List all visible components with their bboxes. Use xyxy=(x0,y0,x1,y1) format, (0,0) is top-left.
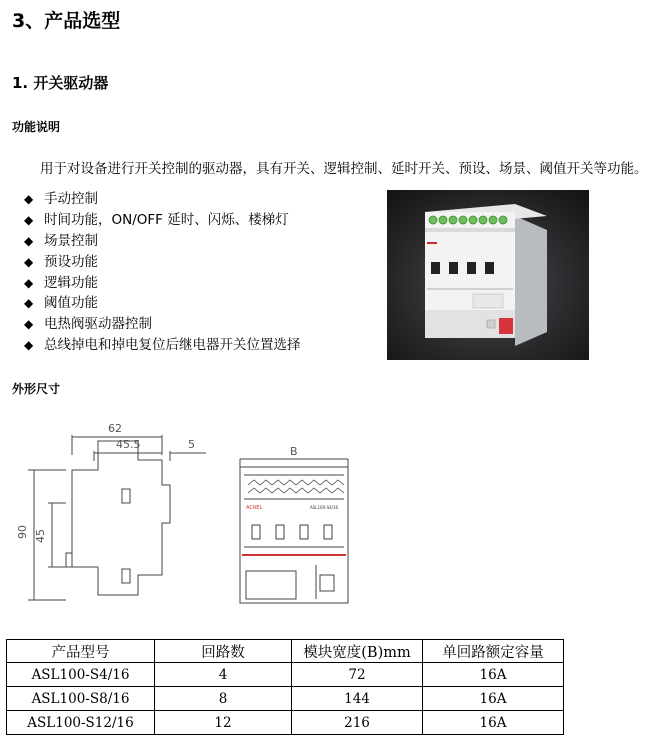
feature-text: 场景控制 xyxy=(44,232,98,249)
cell-capacity: 16A xyxy=(423,711,564,735)
list-item xyxy=(24,335,301,356)
cell-model: ASL100-S12/16 xyxy=(7,711,155,735)
cell-width: 72 xyxy=(292,663,423,687)
dimension-heading: 外形尺寸 xyxy=(12,382,61,396)
cell-width: 144 xyxy=(292,687,423,711)
diamond-bullet-icon: ◆ xyxy=(24,254,34,269)
table-header-row xyxy=(7,640,564,663)
feature-text: 阈值功能 xyxy=(44,295,98,312)
subsection-title: 1. 开关驱动器 xyxy=(12,74,109,92)
table-row xyxy=(7,711,564,735)
cell-width: 216 xyxy=(292,711,423,735)
table-row xyxy=(7,663,564,687)
diamond-bullet-icon: ◆ xyxy=(24,275,34,290)
col-header-capacity: 单回路额定容量 xyxy=(423,640,564,663)
list-item xyxy=(24,231,301,252)
list-item xyxy=(24,210,301,231)
feature-text: 总线掉电和掉电复位后继电器开关位置选择 xyxy=(44,337,301,354)
cell-model: ASL100-S4/16 xyxy=(7,663,155,687)
cell-model: ASL100-S8/16 xyxy=(7,687,155,711)
feature-list xyxy=(24,189,301,356)
intro-text: 用于对设备进行开关控制的驱动器，具有开关、逻辑控制、延时开关、预设、场景、阈值开关等功能。 xyxy=(40,161,648,177)
spec-table xyxy=(6,639,564,735)
col-header-circuits: 回路数 xyxy=(155,640,292,663)
list-item xyxy=(24,314,301,335)
section-title: 3、产品选型 xyxy=(12,10,121,32)
feature-text: 预设功能 xyxy=(44,253,98,270)
dim-45-5-label: 45.5 xyxy=(116,438,141,451)
function-heading: 功能说明 xyxy=(12,120,61,134)
list-item xyxy=(24,189,301,210)
cell-capacity: 16A xyxy=(423,663,564,687)
feature-text: 时间功能，ON/OFF 延时、闪烁、楼梯灯 xyxy=(44,211,289,228)
dim-B-label: B xyxy=(290,445,298,458)
dimension-drawing xyxy=(16,415,660,620)
model-label: ASL100-S4/16 xyxy=(310,505,339,510)
col-header-model: 产品型号 xyxy=(7,640,155,663)
list-item xyxy=(24,252,301,273)
dim-90-label: 90 xyxy=(16,525,29,539)
product-photo xyxy=(387,190,589,360)
diamond-bullet-icon: ◆ xyxy=(24,338,34,353)
diamond-bullet-icon: ◆ xyxy=(24,192,34,206)
cell-circuits: 8 xyxy=(155,687,292,711)
diamond-bullet-icon: ◆ xyxy=(24,296,34,311)
feature-text: 手动控制 xyxy=(44,191,98,207)
diamond-bullet-icon: ◆ xyxy=(24,212,34,227)
dim-45-label: 45 xyxy=(34,529,47,543)
col-header-width: 模块宽度(B)mm xyxy=(292,640,423,663)
table-row xyxy=(7,687,564,711)
dim-5-label: 5 xyxy=(188,438,195,451)
feature-text: 逻辑功能 xyxy=(44,274,98,291)
diamond-bullet-icon: ◆ xyxy=(24,233,34,248)
cell-capacity: 16A xyxy=(423,687,564,711)
dim-62-label: 62 xyxy=(108,422,122,435)
brand-label: ACREL xyxy=(246,505,263,511)
cell-circuits: 4 xyxy=(155,663,292,687)
diamond-bullet-icon: ◆ xyxy=(24,317,34,332)
cell-circuits: 12 xyxy=(155,711,292,735)
list-item xyxy=(24,273,301,294)
feature-text: 电热阀驱动器控制 xyxy=(44,316,152,333)
list-item xyxy=(24,293,301,314)
